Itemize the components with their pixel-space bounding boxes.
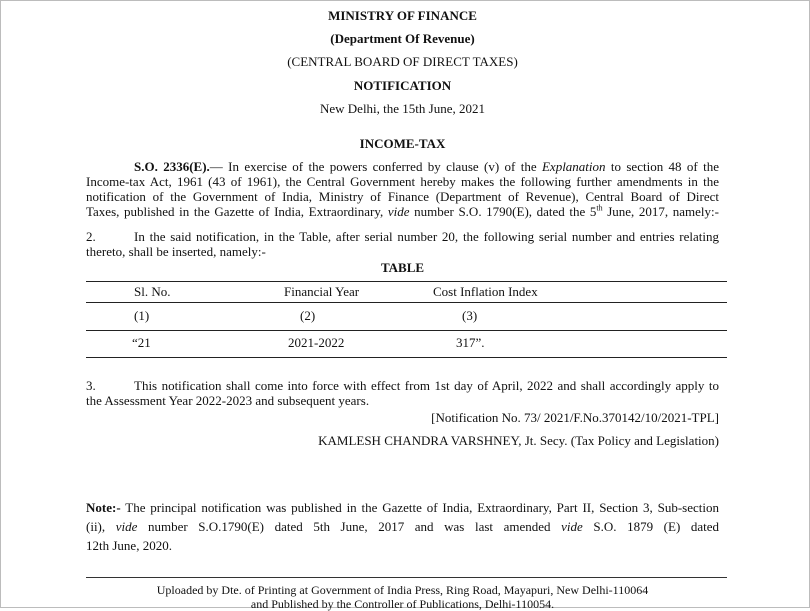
column-number-3: (3) bbox=[462, 308, 478, 323]
emphasis: vide bbox=[561, 519, 583, 534]
table-cell-sl-no: “21 bbox=[132, 335, 151, 350]
subject-heading: INCOME-TAX bbox=[359, 136, 446, 151]
text-span: to section 48 of the bbox=[605, 159, 719, 174]
signatory: KAMLESH CHANDRA VARSHNEY, Jt. Secy. (Tax Policy and Legislation) bbox=[318, 433, 719, 448]
column-header-cost-inflation-index: Cost Inflation Index bbox=[433, 284, 538, 299]
paragraph-1 bbox=[86, 159, 719, 219]
note-line-1 bbox=[86, 500, 719, 519]
table-title: TABLE bbox=[380, 260, 425, 275]
text-span: S.O. 1879 (E) dated bbox=[582, 519, 720, 534]
paragraph-2 bbox=[86, 229, 719, 259]
table-rule-top bbox=[86, 281, 727, 282]
paragraph-1-line-2: Income-tax Act, 1961 (43 of 1961), the Central Government hereby makes the following further amendments in the bbox=[86, 174, 719, 189]
note-line-2 bbox=[86, 519, 719, 538]
text-span: Taxes, published in the Gazette of India, Extraordinary, bbox=[86, 204, 388, 219]
notification-reference: [Notification No. 73/ 2021/F.No.370142/10/2021-TPL] bbox=[431, 410, 719, 425]
table-rule-numbers bbox=[86, 330, 727, 331]
table-cell-cost-inflation-index: 317”. bbox=[456, 335, 485, 350]
column-header-sl-no: Sl. No. bbox=[134, 284, 171, 299]
column-number-1: (1) bbox=[134, 308, 150, 323]
so-number: S.O. 2336(E). bbox=[134, 159, 210, 174]
column-header-financial-year: Financial Year bbox=[284, 284, 360, 299]
paragraph-2-line-2: thereto, shall be inserted, namely:- bbox=[86, 244, 266, 259]
table-cell-financial-year: 2021-2022 bbox=[288, 335, 345, 350]
text-span: June, 2017, namely:- bbox=[602, 204, 719, 219]
ministry-heading: MINISTRY OF FINANCE bbox=[328, 8, 477, 23]
paragraph-1-line-1 bbox=[86, 159, 719, 174]
paragraph-3-line-1 bbox=[86, 378, 719, 393]
text-span: This notification shall come into force with effect from 1st day of April, 2022 and shall accordingly apply to bbox=[134, 378, 719, 393]
note-label: Note:- bbox=[86, 500, 121, 515]
text-span: (ii), bbox=[86, 519, 116, 534]
paragraph-3 bbox=[86, 378, 719, 408]
paragraph-2-line-1 bbox=[86, 229, 719, 244]
emphasis: vide bbox=[387, 204, 410, 219]
paragraph-number: 2. bbox=[86, 229, 96, 244]
text-span: number S.O.1790(E) dated 5th June, 2017 and was last amended bbox=[137, 519, 562, 534]
notification-heading: NOTIFICATION bbox=[353, 78, 452, 93]
emphasis: Explanation bbox=[541, 159, 606, 174]
column-number-2: (2) bbox=[300, 308, 316, 323]
paragraph-3-line-2: the Assessment Year 2022-2023 and subsequent years. bbox=[86, 393, 370, 408]
emphasis: vide bbox=[115, 519, 138, 534]
note-block bbox=[86, 500, 719, 557]
text-span: The principal notification was published in the Gazette of India, Extraordinary, Part II, Section 3, Sub-section bbox=[120, 500, 719, 515]
superscript: th bbox=[596, 203, 603, 213]
paragraph-number: 3. bbox=[86, 378, 96, 393]
footer-line-1: Uploaded by Dte. of Printing at Government of India Press, Ring Road, Mayapuri, New Delhi-110064 bbox=[156, 583, 649, 597]
text-span: In the said notification, in the Table, after serial number 20, the following serial number and entries relating bbox=[134, 229, 719, 244]
note-line-3: 12th June, 2020. bbox=[86, 538, 172, 553]
text-span: — In exercise of the powers conferred by clause (v) of the bbox=[209, 159, 542, 174]
table-rule-bottom bbox=[86, 357, 727, 358]
paragraph-1-line-3: notification of the Government of India, Ministry of Finance (Department of Revenue), Central Board of Direct bbox=[86, 189, 719, 204]
paragraph-1-line-4 bbox=[86, 204, 719, 219]
table-rule-header bbox=[86, 302, 727, 303]
text-span: number S.O. 1790(E), dated the 5 bbox=[409, 204, 597, 219]
place-date: New Delhi, the 15th June, 2021 bbox=[319, 101, 485, 116]
department-heading: (Department Of Revenue) bbox=[330, 31, 475, 46]
footer-rule bbox=[86, 577, 727, 578]
footer-line-2: and Published by the Controller of Publications, Delhi-110054. bbox=[250, 597, 555, 611]
board-heading: (CENTRAL BOARD OF DIRECT TAXES) bbox=[287, 54, 518, 69]
